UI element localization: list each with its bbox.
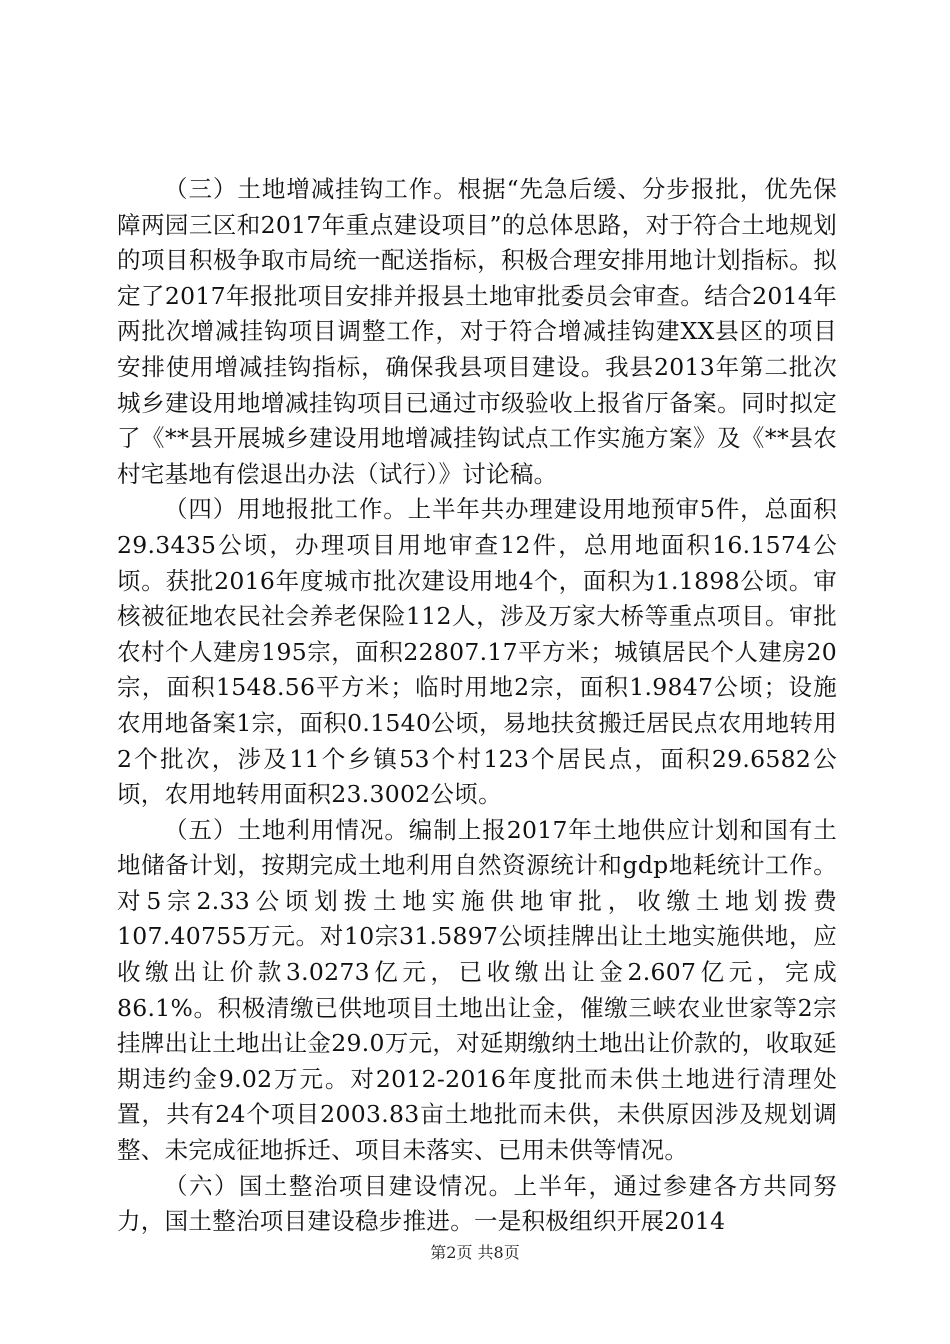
page-footer: 第2页 共8页 bbox=[430, 1243, 520, 1262]
paragraph-land-linkage: （三）土地增减挂钩工作。根据“先急后缓、分步报批，优先保障两园三区和2017年重点建设项目”的总体思路，对于符合土地规划的项目积极争取市局统一配送指标，积极合理安排用地计划指标。拟定了2017年报批项目安排并报县土地审批委员会审查。结合2014年两批次增减挂钩项目调整工作，对于符合增减挂钩建XX县区的项目安排使用增减挂钩指标，确保我县项目建设。我县2013年第二批次城乡建设用地增减挂钩项目已通过市级验收上报省厅备案。同时拟定了《**县开展城乡建设用地增减挂钩试点工作实施方案》及《**县农村宅基地有偿退出办法（试行）》讨论稿。 bbox=[117, 175, 837, 488]
paragraph-land-use: （五）土地利用情况。编制上报2017年土地供应计划和国有土地储备计划，按期完成土地利用自然资源统计和gdp地耗统计工作。对5宗2.33公顷划拨土地实施供地审批，收缴土地划拨费107.40755万元。对10宗31.5897公顷挂牌出让土地实施供地，应收缴出让价款3.0273亿元，已收缴出让金2.607亿元，完成86.1%。积极清缴已供地项目土地出让金，催缴三峡农业世家等2宗挂牌出让土地出让金29.0万元，对延期缴纳土地出让价款的，收取延期违约金9.02万元。对2012-2016年度批而未供土地进行清理处置，共有24个项目2003.83亩土地批而未供，未供原因涉及规划调整、未完成征地拆迁、项目未落实、已用未供等情况。 bbox=[117, 815, 837, 1165]
paragraph-land-approval: （四）用地报批工作。上半年共办理建设用地预审5件，总面积29.3435公顷，办理项目用地审查12件，总用地面积16.1574公顷。获批2016年度城市批次建设用地4个，面积为1.1898公顷。审核被征地农民社会养老保险112人，涉及万家大桥等重点项目。审批农村个人建房195宗，面积22807.17平方米；城镇居民个人建房20宗，面积1548.56平方米；临时用地2宗，面积1.9847公顷；设施农用地备案1宗，面积0.1540公顷，易地扶贫搬迁居民点农用地转用2个批次，涉及11个乡镇53个村123个居民点，面积29.6582公顷，农用地转用面积23.3002公顷。 bbox=[117, 495, 837, 809]
paragraph-land-remediation: （六）国土整治项目建设情况。上半年，通过参建各方共同努力，国土整治项目建设稳步推进。一是积极组织开展2014 bbox=[117, 1171, 837, 1236]
document-body bbox=[117, 172, 837, 1240]
